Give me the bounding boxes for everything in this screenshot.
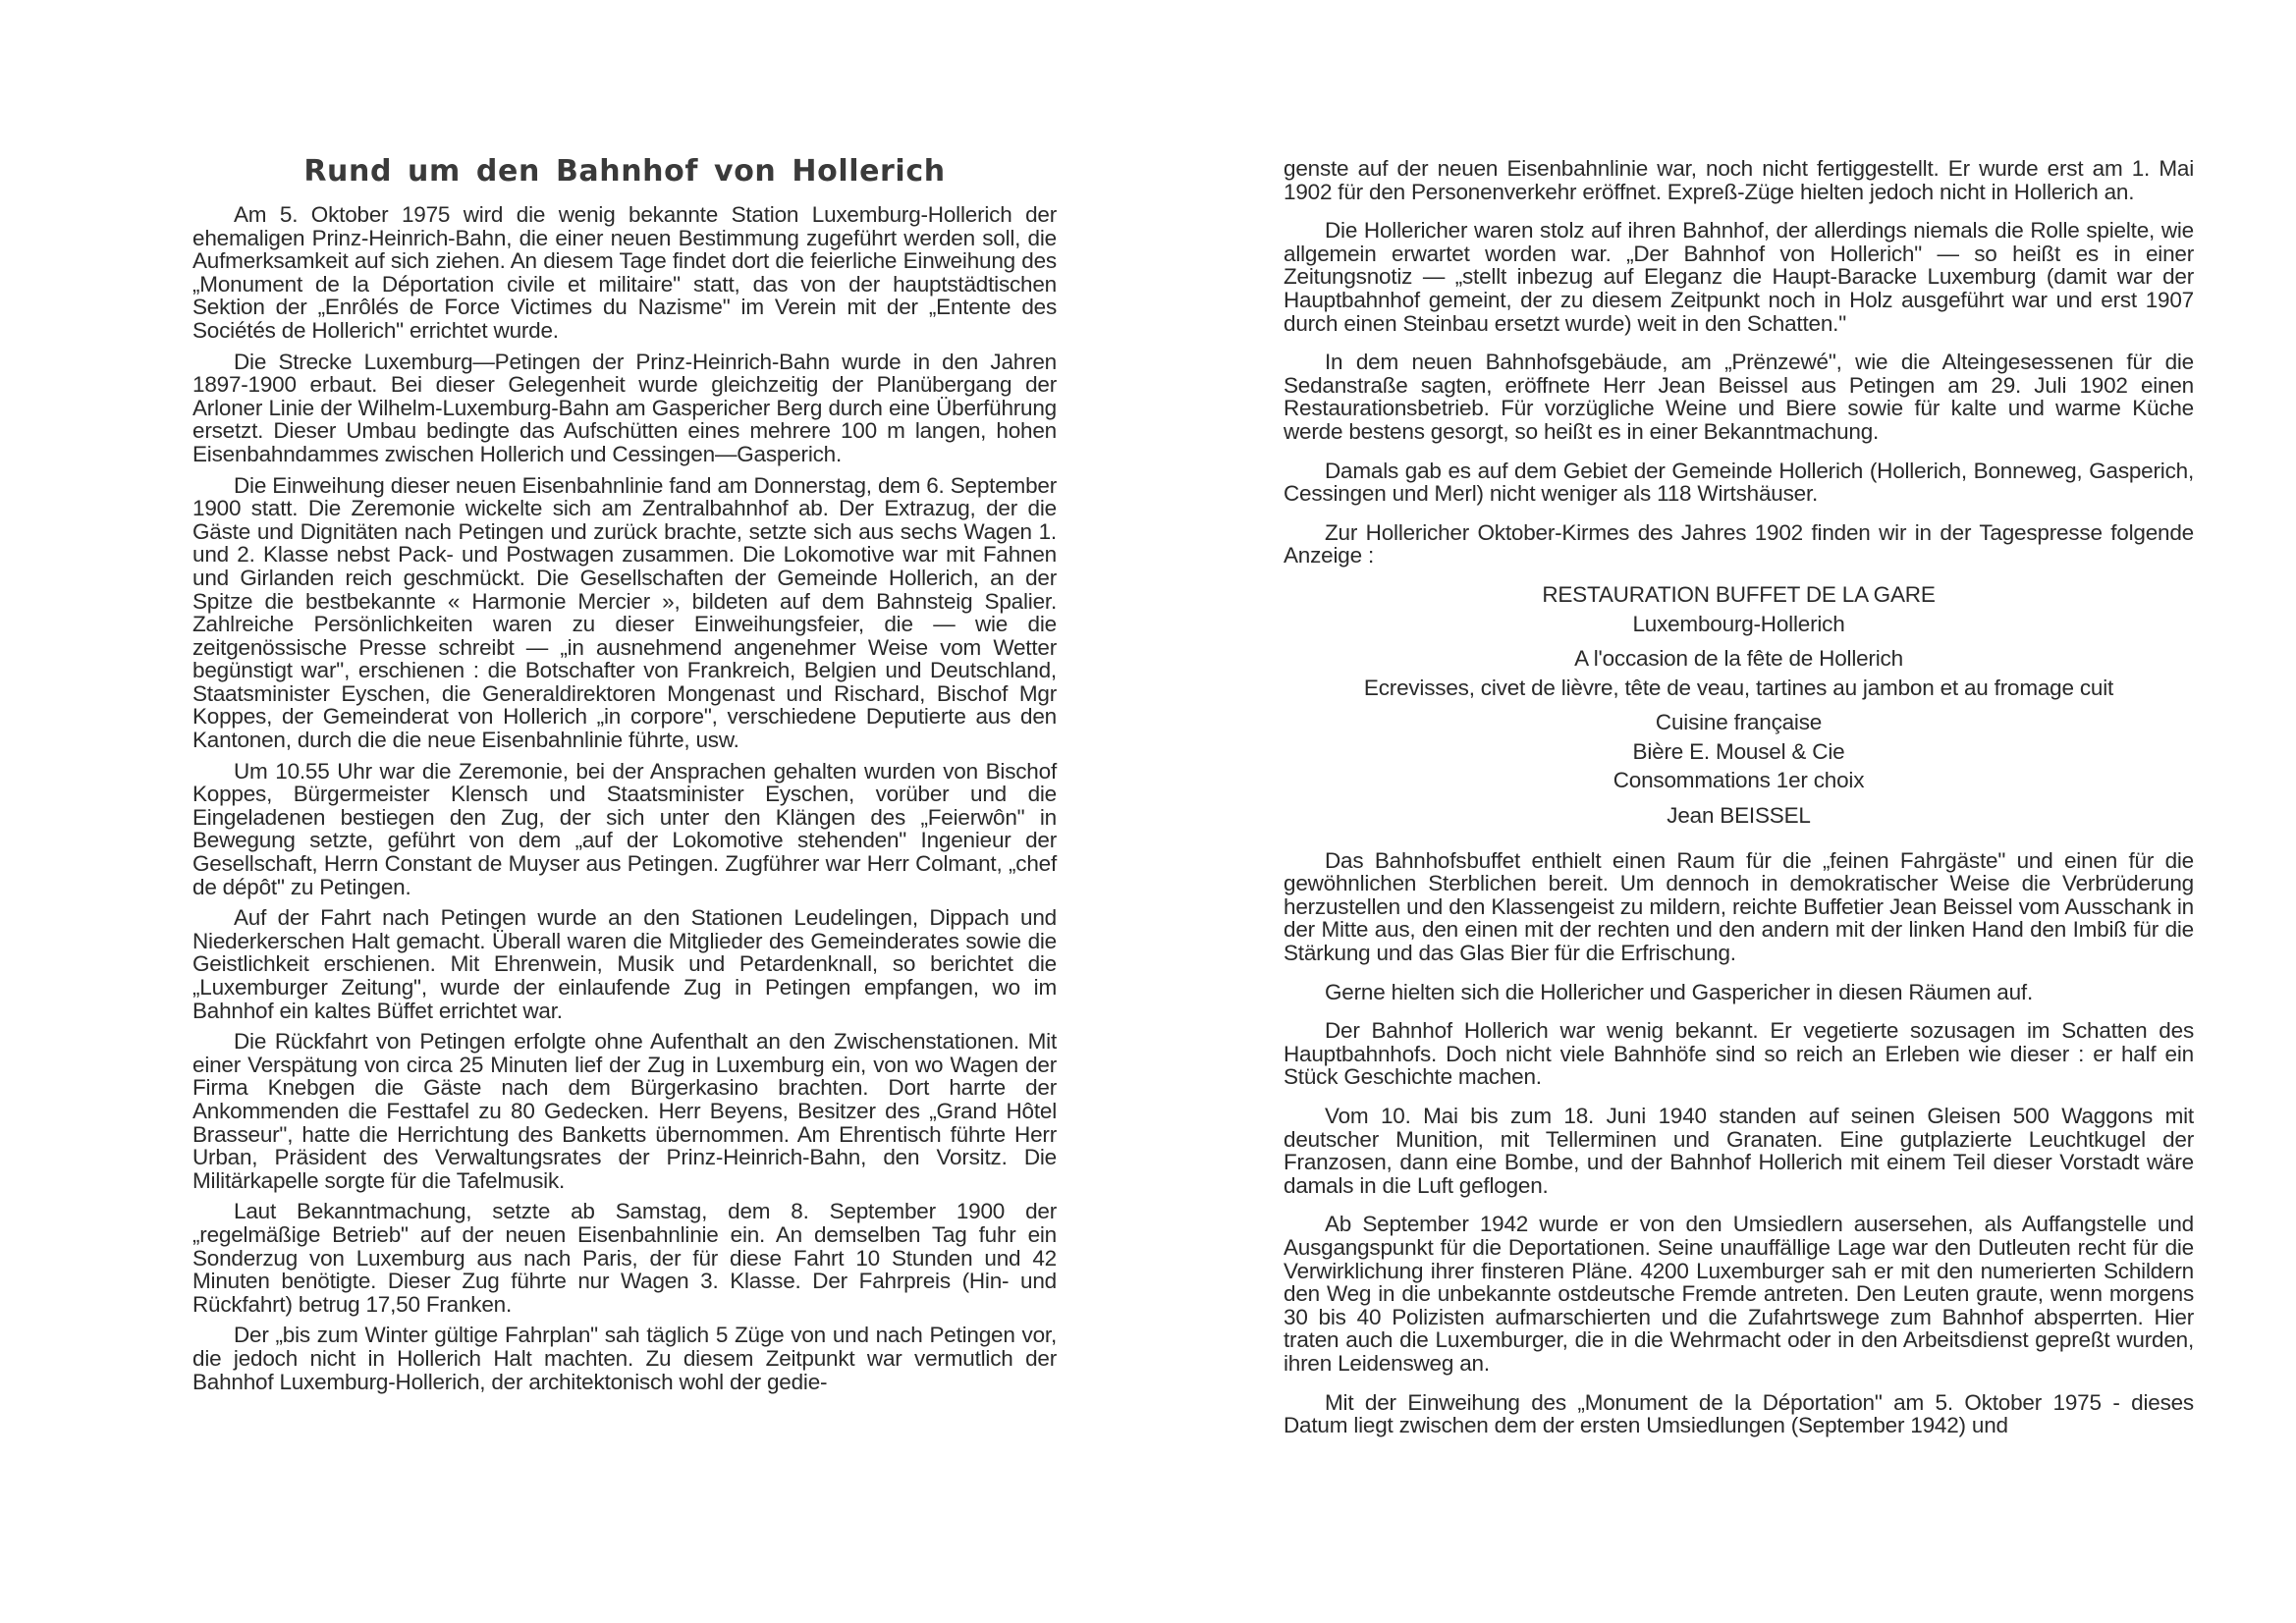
paragraph: Das Bahnhofsbuffet enthielt einen Raum für die „feinen Fahrgäste" und einen für die gewöhnlichen Sterblichen bereit. Um dennoch in demokratischer Weise die Verbrüderung herzustellen und den Klassengeist zu mildern, reichte Buffetier Jean Beissel vom Ausschank in der Mitte aus, den einen mit der rechten und den andern mit der linken Hand den Imbiß für die Stärkung und das Glas Bier für die Erfrischung. <box>1284 847 2194 966</box>
paragraph: Laut Bekanntmachung, setzte ab Samstag, dem 8. September 1900 der „regelmäßige Betrieb" auf der neuen Eisenbahnlinie ein. An demselben Tag fuhr ein Sonderzug von Luxemburg aus nach Paris, der für diese Fahrt 10 Stunden und 42 Minuten benötigte. Dieser Zug führte nur Wagen 3. Klasse. Der Fahrpreis (Hin- und Rückfahrt) betrug 17,50 Franken. <box>192 1199 1057 1317</box>
paragraph: Der Bahnhof Hollerich war wenig bekannt. Er vegetierte sozusagen im Schatten des Hauptbahnhofs. Doch nicht viele Bahnhöfe sind so reich an Erleben wie dieser : er half ein Stück Geschichte machen. <box>1284 1018 2194 1090</box>
left-page-column <box>192 203 1057 1401</box>
paragraph: Vom 10. Mai bis zum 18. Juni 1940 standen auf seinen Gleisen 500 Waggons mit deutscher Munition, mit Tellerminen und Granaten. Eine gutplazierte Leuchtkugel der Franzosen, dann eine Bombe, und der Bahnhof Hollerich mit einem Teil dieser Vorstadt wäre damals in die Luft geflogen. <box>1284 1104 2194 1198</box>
ad-drinks: Consommations 1er choix <box>1613 768 1865 793</box>
paragraph: Die Rückfahrt von Petingen erfolgte ohne Aufenthalt an den Zwischenstationen. Mit einer Verspätung von circa 25 Minuten lief der Zug in Luxemburg ein, von wo Wagen der Firma Knebgen die Gäste nach dem Bürgerkasino brachten. Dort harrte der Ankommenden die Festtafel zu 80 Gedecken. Herr Beyens, Besitzer des „Grand Hôtel Brasseur", hatte die Herrichtung des Banketts übernommen. Am Ehrentisch führte Herr Urban, Präsident des Verwaltungsrates der Prinz-Heinrich-Bahn, den Vorsitz. Die Militärkapelle sorgte für die Tafelmusik. <box>192 1029 1057 1193</box>
paragraph: Die Hollericher waren stolz auf ihren Bahnhof, der allerdings niemals die Rolle spielte, wie allgemein erwartet worden war. „Der Bahnhof von Hollerich" — so heißt es in einer Zeitungsnotiz — „stellt inbezug auf Eleganz die Haupt-Baracke Luxemburg (damit war der Hauptbahnhof gemeint, der zu diesem Zeitpunkt noch in Holz ausgeführt war und erst 1907 durch einen Steinbau ersetzt wurde) weit in den Schatten." <box>1284 218 2194 336</box>
ad-owner: Jean BEISSEL <box>1667 803 1811 829</box>
right-page-column <box>1284 157 2194 1445</box>
paragraph: Gerne hielten sich die Hollericher und Gaspericher in diesen Räumen auf. <box>1325 979 2034 1004</box>
paragraph: Auf der Fahrt nach Petingen wurde an den Stationen Leudelingen, Dippach und Niederkerschen Halt gemacht. Überall waren die Mitglieder des Gemeinderates sowie die Geistlichkeit erschienen. Mit Ehrenwein, Musik und Petardenknall, so berichtet die „Luxemburger Zeitung", wurde der einlaufende Zug in Petingen empfangen, wo im Bahnhof ein kaltes Büffet errichtet war. <box>192 905 1057 1023</box>
ad-occasion: A l'occasion de la fête de Hollerich <box>1574 646 1903 672</box>
paragraph: Um 10.55 Uhr war die Zeremonie, bei der Ansprachen gehalten wurden von Bischof Koppes, Bürgermeister Klensch und Staatsminister Eyschen, vorüber und die Eingeladenen bestiegen den Zug, der sich unter den Klängen des „Feierwôn" in Bewegung setzte, geführt von dem „auf der Lokomotive stehenden" Ingenieur der Gesellschaft, Herrn Constant de Muyser aus Petingen. Zugführer war Herr Colmant, „chef de dépôt" zu Petingen. <box>192 758 1057 899</box>
ad-cuisine: Cuisine française <box>1655 710 1823 735</box>
paragraph: Damals gab es auf dem Gebiet der Gemeinde Hollerich (Hollerich, Bonneweg, Gasperich, Cessingen und Merl) nicht weniger als 118 Wirtshäuser. <box>1284 458 2194 507</box>
paragraph: Die Strecke Luxemburg—Petingen der Prinz-Heinrich-Bahn wurde in den Jahren 1897-1900 erbaut. Bei dieser Gelegenheit wurde gleichzeitig der Planübergang der Arloner Linie der Wilhelm-Luxemburg-Bahn am Gaspericher Berg durch eine Überführung ersetzt. Dieser Umbau bedingte das Aufschütten eines mehrere 100 m langen, hohen Eisenbahndammes zwischen Hollerich und Cessingen—Gasperich. <box>192 349 1057 466</box>
paragraph: Am 5. Oktober 1975 wird die wenig bekannte Station Luxemburg-Hollerich der ehemaligen Prinz-Heinrich-Bahn, die einer neuen Bestimmung zugeführt werden soll, die Aufmerksamkeit auf sich ziehen. An diesem Tage findet dort die feierliche Einweihung des „Monument de la Déportation civile et militaire" statt, das von der hauptstädtischen Sektion der „Enrôlés de Force Victimes du Nazisme" im Verein mit der „Entente des Sociétés de Hollerich" errichtet wurde. <box>192 202 1057 343</box>
ad-beer: Bière E. Mousel & Cie <box>1632 738 1845 764</box>
paragraph: Der „bis zum Winter gültige Fahrplan" sah täglich 5 Züge von und nach Petingen vor, die jedoch nicht in Hollerich Halt machten. Zu diesem Zeitpunkt war vermutlich der Bahnhof Luxemburg-Hollerich, der architektonisch wohl der gedie- <box>192 1323 1057 1394</box>
paragraph: Die Einweihung dieser neuen Eisenbahnlinie fand am Donnerstag, dem 6. September 1900 statt. Die Zeremonie wickelte sich am Zentralbahnhof ab. Der Extrazug, der die Gäste und Dignitäten nach Petingen und zurück brachte, setzte sich aus sechs Wagen 1. und 2. Klasse nebst Pack- und Postwagen zusammen. Die Lokomotive war mit Fahnen und Girlanden reich geschmückt. Die Gesellschaften der Gemeinde Hollerich, an der Spitze die bestbekannte « Harmonie Mercier », bildeten auf dem Bahnsteig Spalier. Zahlreiche Persönlichkeiten waren zu dieser Einweihungsfeier, die — wie die zeitgenössische Presse schreibt — „in ausnehmend angenehmer Weise vom Wetter begünstigt war", erschienen : die Botschafter von Frankreich, Belgien und Deutschland, Staatsminister Eyschen, die Generaldirektoren Mongenast und Rischard, Bischof Mgr Koppes, der Gemeinderat von Hollerich „in corpore", verschiedene Deputierte aus den Kantonen, durch die die neue Eisenbahnlinie führte, usw. <box>192 472 1057 753</box>
article-title: Rund um den Bahnhof von Hollerich <box>303 154 946 189</box>
paragraph: In dem neuen Bahnhofsgebäude, am „Prënzewé", wie die Alteingesessenen für die Sedanstraße sagten, eröffnete Herr Jean Beissel aus Petingen am 29. Juli 1902 einen Restaurationsbetrieb. Für vorzügliche Weine und Biere sowie für kalte und warme Küche werde bestens gesorgt, so heißt es in einer Bekanntmachung. <box>1284 350 2194 444</box>
paragraph: Zur Hollericher Oktober-Kirmes des Jahres 1902 finden wir in der Tagespresse folgende Anzeige : <box>1284 519 2194 568</box>
ad-location: Luxembourg-Hollerich <box>1632 611 1845 636</box>
ad-restaurant-name: RESTAURATION BUFFET DE LA GARE <box>1542 581 1936 607</box>
ad-menu: Ecrevisses, civet de lièvre, tête de veau, tartines au jambon et au fromage cuit <box>1363 675 2114 700</box>
paragraph: Ab September 1942 wurde er von den Umsiedlern ausersehen, als Auffangstelle und Ausgangspunkt für die Deportationen. Seine unauffällige Lage war den Dutleuten recht für die Verwirklichung ihrer finsteren Pläne. 4200 Luxemburger sah er mit den numerierten Schildern den Weg in die unbekannte ostdeutsche Fremde antreten. Den Leuten graute, wenn morgens 30 bis 40 Polizisten aufmarschierten und die Zufahrtswege zum Bahnhof absperrten. Hier traten auch die Luxemburger, die in die Wehrmacht oder in den Arbeitsdienst gepreßt wurden, ihren Leidensweg an. <box>1284 1212 2194 1376</box>
advertisement <box>1284 583 2194 828</box>
paragraph: genste auf der neuen Eisenbahnlinie war, noch nicht fertiggestellt. Er wurde erst am 1. Mai 1902 für den Personenverkehr eröffnet. Expreß-Züge hielten jedoch nicht in Hollerich an. <box>1284 156 2194 204</box>
paragraph: Mit der Einweihung des „Monument de la Déportation" am 5. Oktober 1975 - dieses Datum liegt zwischen dem der ersten Umsiedlungen (September 1942) und <box>1284 1389 2194 1438</box>
